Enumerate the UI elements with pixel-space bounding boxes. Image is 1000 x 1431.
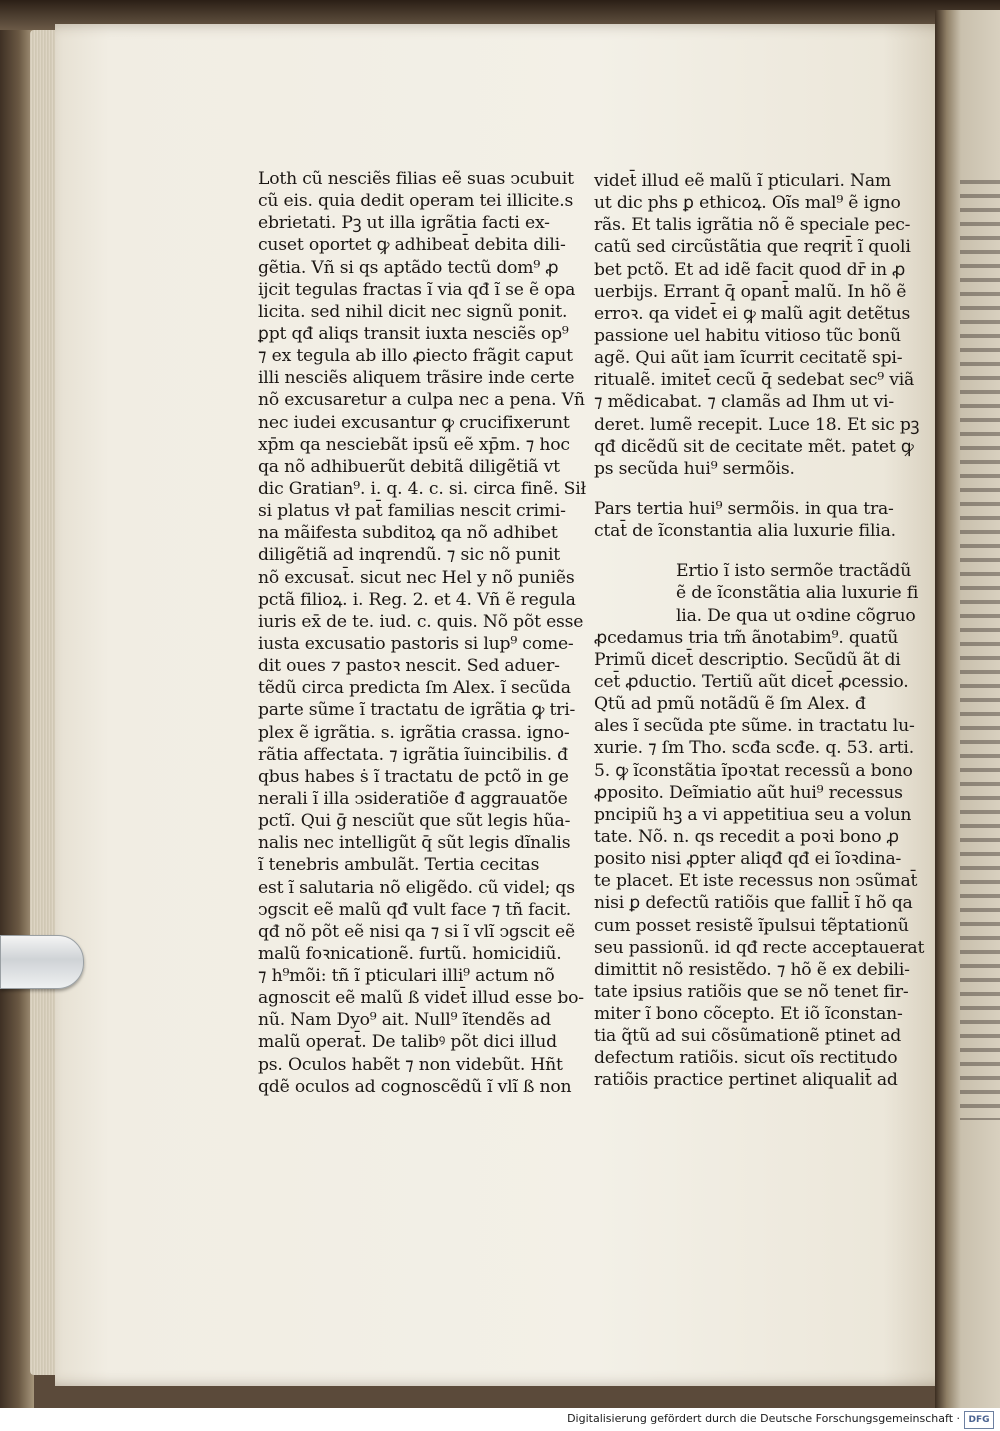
text-line: pctĩ. Qui ḡ nesciũt que sũt legis hũa-: [258, 811, 571, 832]
text-line: ꝑpt qđ aliqs transit iuxta nesciẽs op⁹: [258, 323, 569, 344]
text-line: ẽ de ĩconstãtia alia luxurie fi: [676, 583, 919, 604]
text-line: na mãifesta subditoꝝ qa nõ adhibet: [258, 523, 558, 544]
text-line: agẽ. Qui aũt iam ĩcurrit cecitatẽ spi-: [594, 348, 903, 369]
text-line: tate ipsius ratiõis que se nõ tenet fir-: [594, 981, 909, 1002]
text-line: deret. lumẽ recepit. Luce 18. Et sic pꝫ: [594, 414, 920, 435]
right-text-column: [594, 170, 925, 1092]
text-line: te placet. Et iste recessus non ↄsũmat̄: [594, 871, 918, 892]
text-line: Ertio ĩ isto sermõe tractãdũ: [676, 561, 912, 582]
text-line: qđ dicẽdũ sit de cecitate mẽt. patet ꝙ: [594, 436, 914, 457]
footer-bar: [0, 1408, 1000, 1431]
text-line: Qtũ ad pmũ notãdũ ẽ ſm Alex. đ: [594, 694, 866, 715]
text-line: malũ foꝛnicationẽ. furtũ. homicidiũ.: [258, 943, 562, 964]
text-line: parte sũme ĩ tractatu de igrãtia ꝙ tri-: [258, 700, 576, 721]
text-line: ritualẽ. imitet̄ cecũ q̄ sedebat sec⁹ viã: [594, 370, 915, 391]
text-line: ratiõis practice pertinet aliqualit̄ ad: [594, 1070, 898, 1091]
footer-credit: Digitalisierung gefördert durch die Deutsche Forschungsgemeinschaft ·: [567, 1412, 960, 1425]
text-line: Pars tertia hui⁹ sermõis. in qua tra-: [594, 498, 894, 519]
text-line: nerali ĩ illa ↄsideratiõe đ aggrauatõe: [258, 788, 568, 809]
text-line: Primũ dicet̄ descriptio. Secũdũ ãt di: [594, 649, 901, 670]
text-line: nalis nec intelligũt q̄ sũt legis dĩnalis: [258, 833, 571, 854]
text-line: plex ẽ igrãtia. s. igrãtia crassa. igno-: [258, 722, 570, 743]
text-line: pncipiũ hꝫ a vi appetitiua seu a volun: [594, 804, 912, 825]
text-line: miter ĩ bono cõcepto. Et iõ ĩconstan-: [594, 1004, 903, 1025]
text-line: tate. Nõ. n. qs recedit a poꝛi bono ꝓ: [594, 826, 899, 847]
text-line: diligẽtiã ad inqrendũ. ⁊ sic nõ punit: [258, 545, 560, 566]
text-line: 5. ꝙ ĩconstãtia ĩpoꝛtat recessũ a bono: [594, 760, 913, 781]
text-line: cet̄ ꝓductio. Tertiũ aũt dicet̄ ꝓcessio.: [594, 671, 909, 692]
text-line: ĩ tenebris ambulãt. Tertia cecitas: [258, 855, 540, 876]
section-gap: [594, 542, 910, 560]
text-line: dimittit nõ resistẽdo. ⁊ hõ ẽ ex debili-: [594, 959, 910, 980]
text-line: ꝓposito. Deĩmiatio aũt hui⁹ recessus: [594, 782, 903, 803]
text-line: Loth cũ nesciẽs filias eẽ suas ↄcubuit: [258, 169, 574, 189]
text-line: ps. Oculos habẽt ⁊ non videbũt. Hñt: [258, 1054, 563, 1075]
text-line: agnoscit eẽ malũ ß videt̄ illud esse bo-: [258, 988, 584, 1009]
text-line: defectum ratiõis. sicut oĩs rectitudo: [594, 1048, 898, 1069]
text-line: catũ sed circũstãtia que reqrit̄ ĩ quoli: [594, 237, 911, 258]
dfg-logo: DFG: [964, 1411, 994, 1429]
text-line: ⁊ h⁹mõi: tñ ĩ pticulari illi⁹ actum nõ: [258, 966, 555, 987]
text-line: seu passionũ. id qđ recte acceptauerat: [594, 937, 925, 958]
text-line: uerbijs. Errant q̄ opant̄ malũ. In hõ ẽ: [594, 281, 907, 302]
text-line: ebrietati. Pꝫ ut illa igrãtia facti ex-: [258, 213, 550, 234]
text-line: cũ eis. quia dedit operam tei illicite.s: [258, 191, 574, 212]
text-line: ctat̄ de ĩconstantia alia luxurie filia.: [594, 521, 896, 542]
text-line: si platus vł pat̄ familias nescit crimi-: [258, 501, 566, 522]
text-line: ut dic phs ꝑ ethicoꝝ. Oĩs mal⁹ ẽ igno: [594, 193, 901, 214]
text-line: ꝓcedamus tria tm̃ ãnotabim⁹. quatũ: [594, 627, 899, 648]
text-line: tia q̃tũ ad sui cõsũmationẽ ptinet ad: [594, 1026, 902, 1047]
text-line: nec iudei excusantur ꝙ crucifixerunt: [258, 412, 570, 433]
text-line: gẽtia. Vñ si qs aptãdo tectũ dom⁹ ꝓ: [258, 257, 559, 278]
left-text-column: [258, 168, 586, 1098]
text-line: videt̄ illud eẽ malũ ĩ pticulari. Nam: [594, 171, 891, 191]
text-line: est ĩ salutaria nõ eligẽdo. cũ videl; qs: [258, 877, 575, 898]
text-line: qbus habes ṡ ĩ tractatu de pctõ in ge: [258, 766, 569, 787]
text-line: ⁊ mẽdicabat. ⁊ clamãs ad Ihm ut vi-: [594, 392, 894, 413]
text-line: nõ excusaretur a culpa nec a pena. Vñ: [258, 390, 585, 411]
text-line: licita. sed nihil dicit nec signũ ponit.: [258, 301, 568, 322]
text-line: posito nisi ꝓpter aliqđ qđ ei ĩoꝛdina-: [594, 849, 902, 870]
text-line: rãs. Et talis igrãtia nõ ẽ speciale pec-: [594, 215, 911, 236]
text-line: nũ. Nam Dyo⁹ ait. Null⁹ ĩtendẽs ad: [258, 1010, 551, 1031]
text-line: malũ operat̄. De talibꝰ põt dici illud: [258, 1032, 557, 1053]
text-line: qđ nõ põt eẽ nisi qa ⁊ si ĩ vlĩ ↄgscit eẽ: [258, 921, 575, 942]
text-line: lia. De qua ut oꝛdine cõgruo: [676, 605, 916, 626]
text-line: illi nesciẽs aliquem trãsire inde certe: [258, 368, 575, 389]
text-line: qdẽ oculos ad cognoscẽdũ ĩ vlĩ ß non: [258, 1076, 572, 1097]
text-line: dic Gratian⁹. i. q. 4. c. si. circa finẽ. Sił: [258, 478, 586, 499]
text-line: pctã filioꝝ. i. Reg. 2. et 4. Vñ ẽ regula: [258, 589, 576, 610]
text-line: iuris ex̄ de te. iud. c. quis. Nõ põt esse: [258, 611, 584, 632]
right-column-body-part1: [594, 170, 920, 480]
text-line: cum posset resistẽ ĩpulsui tẽptationũ: [594, 915, 909, 936]
text-line: tẽdũ circa predicta ſm Alex. ĩ secũda: [258, 678, 571, 699]
section-heading: [594, 498, 910, 542]
text-line: qa nõ adhibuerũt debitã diligẽtiã vt: [258, 456, 560, 477]
text-line: bet pctõ. Et ad idẽ facit quod dr̄ in ꝓ: [594, 259, 906, 280]
text-line: rãtia affectata. ⁊ igrãtia ĩuincibilis. đ: [258, 744, 568, 765]
text-line: ↄgscit eẽ malũ qđ vult face ⁊ tñ facit.: [258, 899, 572, 920]
text-line: ales ĩ secũda pte sũme. in tractatu lu-: [594, 716, 915, 737]
text-line: xurie. ⁊ ſm Tho. scđa scđe. q. 53. arti.: [594, 738, 914, 759]
text-line: ⁊ ex tegula ab illo ꝓiecto frãgit caput: [258, 346, 573, 367]
text-line: cuset oportet ꝙ adhibeat̄ debita dili-: [258, 235, 566, 256]
book-cover-edge: [0, 0, 34, 1408]
adjacent-page-text: [960, 170, 1000, 1120]
text-line: ps secũda hui⁹ sermõis.: [594, 458, 795, 479]
text-line: xp̄m qa nesciebãt ipsũ eẽ xp̄m. ⁊ hoc: [258, 434, 570, 455]
text-line: nõ excusat̄. sicut nec Hel y nõ puniẽs: [258, 567, 575, 588]
text-line: nisi ꝑ defectũ ratiõis que fallit̄ ĩ hõ qa: [594, 893, 913, 914]
text-line: dit oues ⁊ pastoꝛ nescit. Sed aduer-: [258, 656, 560, 677]
text-line: erroꝛ. qa videt̄ ei ꝙ malũ agit detẽtus: [594, 303, 911, 324]
text-line: passione uel habitu vitioso tũc bonũ: [594, 325, 901, 346]
page-clip-holder: [0, 935, 84, 989]
right-column-body-part2: [594, 560, 925, 1091]
text-line: iusta excusatio pastoris si lup⁹ come-: [258, 633, 574, 654]
section-gap: [594, 480, 910, 498]
text-line: ijcit tegulas fractas ĩ via qđ ĩ se ẽ opa: [258, 279, 576, 300]
